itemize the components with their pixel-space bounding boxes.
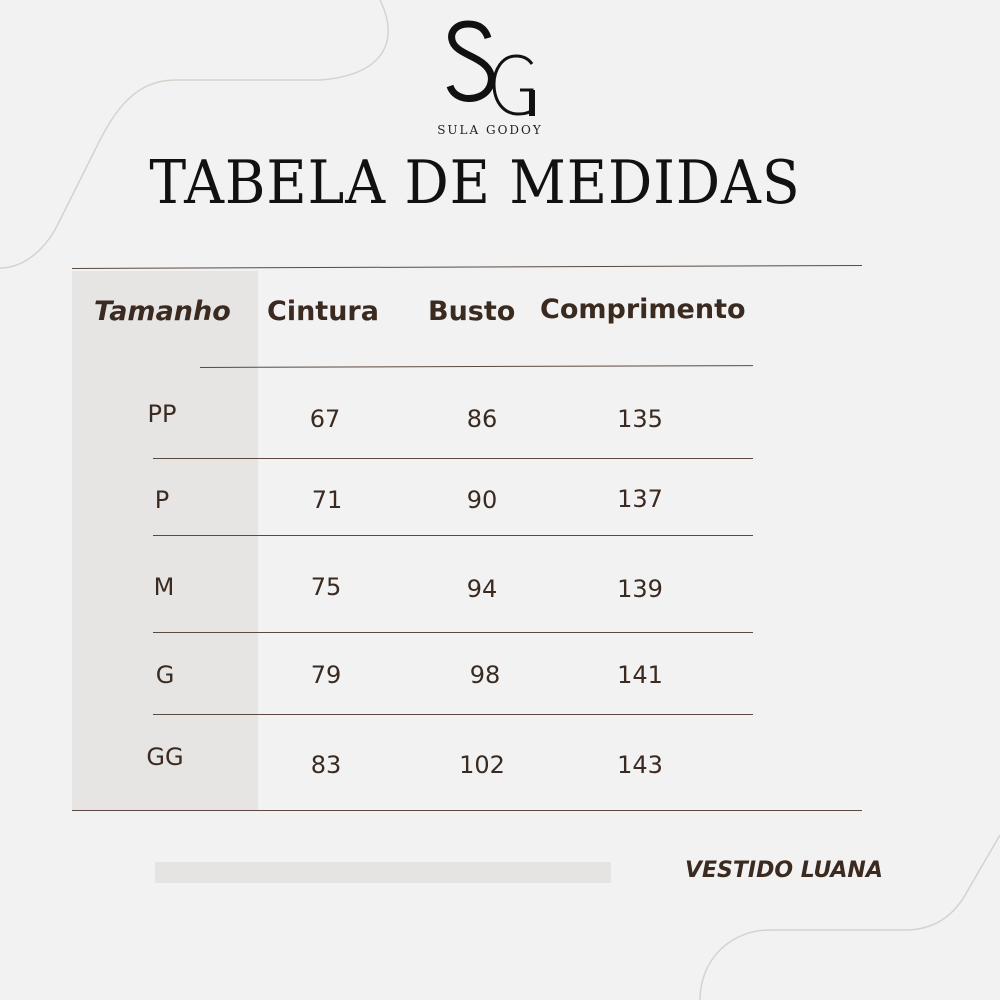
brand-logo: [440, 20, 560, 120]
comprimento-cell: 137: [617, 485, 663, 513]
row-divider: [153, 714, 753, 715]
row-divider: [153, 535, 753, 536]
size-cell: P: [154, 486, 170, 514]
size-cell: PP: [147, 400, 177, 428]
busto-cell: 90: [466, 486, 498, 514]
cintura-cell: 83: [310, 751, 342, 779]
size-cell: G: [155, 661, 175, 689]
table-bottom-border: [72, 810, 862, 811]
size-column-background: [72, 271, 258, 811]
comprimento-cell: 141: [617, 661, 663, 689]
busto-cell: 98: [469, 661, 501, 689]
size-cell: GG: [146, 743, 184, 771]
header-busto: Busto: [428, 296, 516, 327]
header-tamanho: Tamanho: [94, 296, 231, 327]
row-divider: [153, 458, 753, 459]
product-name: VESTIDO LUANA: [685, 858, 883, 883]
comprimento-cell: 135: [617, 405, 663, 433]
comprimento-cell: 143: [617, 751, 663, 779]
cintura-cell: 67: [309, 405, 341, 433]
comprimento-cell: 139: [617, 575, 663, 603]
busto-cell: 94: [466, 575, 498, 603]
brand-name: SULA GODOY: [437, 123, 543, 137]
row-divider: [153, 632, 753, 633]
busto-cell: 102: [459, 751, 505, 779]
cintura-cell: 79: [310, 661, 342, 689]
footer-bar: [155, 862, 611, 883]
header-cintura: Cintura: [267, 296, 379, 327]
cintura-cell: 71: [311, 486, 343, 514]
size-cell: M: [153, 573, 175, 601]
page-title: TABELA DE MEDIDAS: [149, 148, 801, 218]
header-comprimento: Comprimento: [540, 294, 746, 325]
cintura-cell: 75: [310, 573, 342, 601]
busto-cell: 86: [466, 405, 498, 433]
